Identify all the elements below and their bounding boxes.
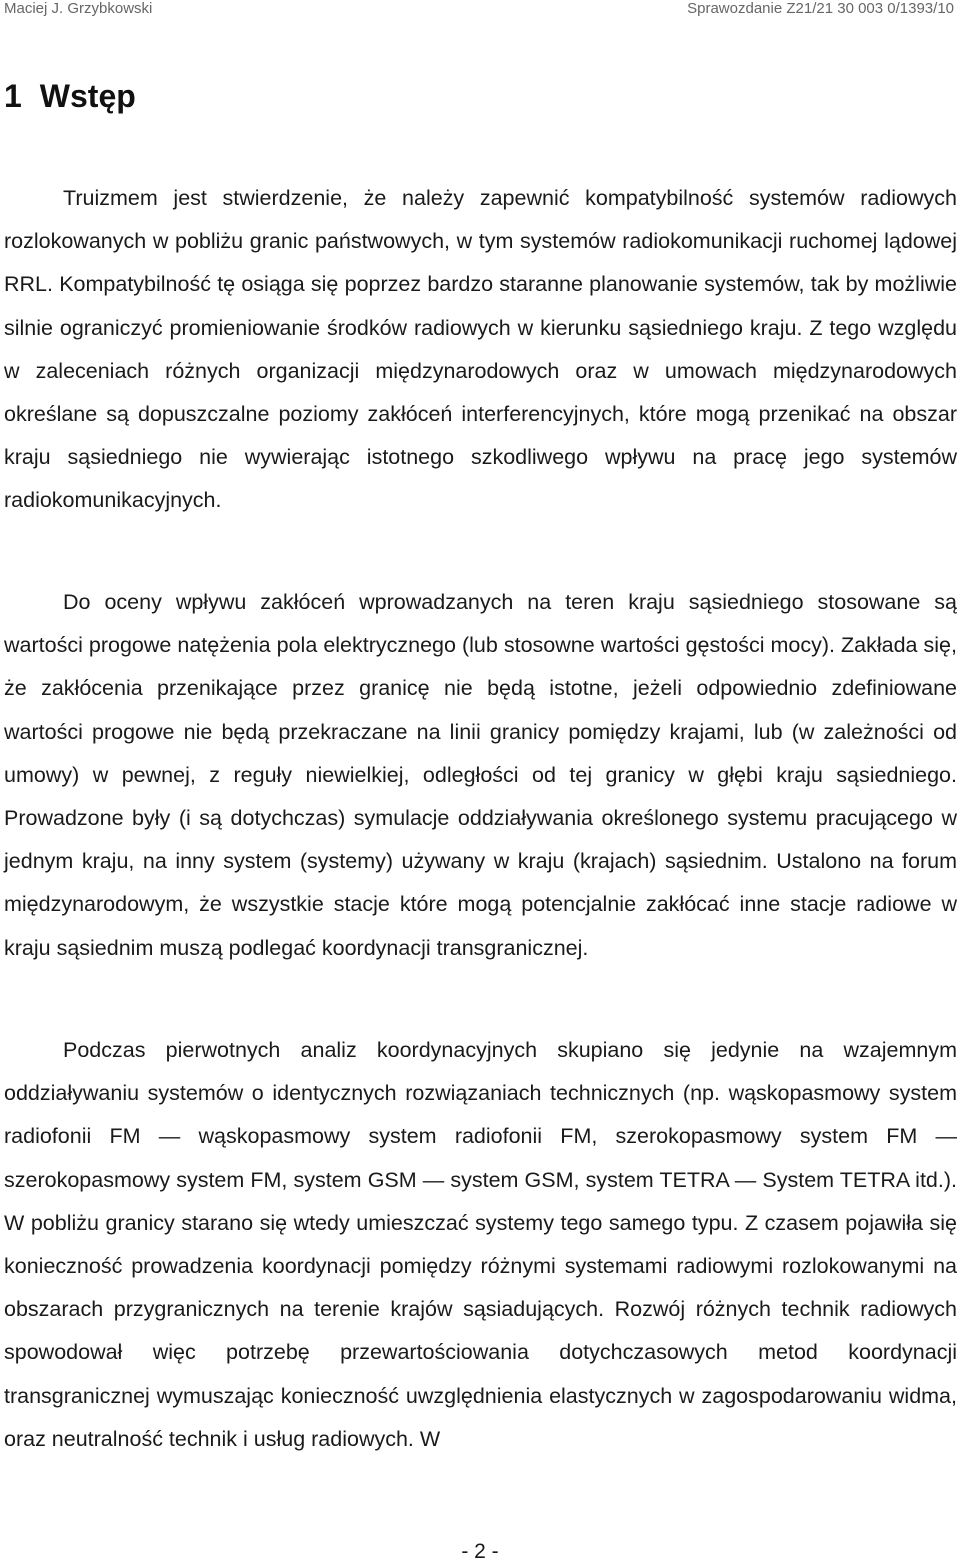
section-number: 1 <box>4 78 22 114</box>
paragraph-2: Do oceny wpływu zakłóceń wprowadzanych na teren kraju sąsiedniego stosowane są wartości progowe natężenia pola elektrycznego (lub stosowne wartości gęstości mocy). Zakłada się, że zakłócenia przenikające przez granicę nie będą istotne, jeżeli odpowiednio zdefiniowane wartości progowe nie będą przekraczane na linii granicy pomiędzy krajami, lub (w zależności od umowy) w pewnej, z reguły niewielkiej, odległości od tej granicy w głębi kraju sąsiedniego. Prowadzone były (i są dotychczas) symulacje oddziaływania określonego systemu pracującego w jednym kraju, na inny system (systemy) używany w kraju (krajach) sąsiednim. Ustalono na forum międzynarodowym, że wszystkie stacje które mogą potencjalnie zakłócać inne stacje radiowe w kraju sąsiednim muszą podlegać koordynacji transgranicznej. <box>4 590 957 960</box>
paragraph-1: Truizmem jest stwierdzenie, że należy zapewnić kompatybilność systemów radiowych rozlokowanych w pobliżu granic państwowych, w tym systemów radiokomunikacji ruchomej lądowej RRL. Kompatybilność tę osiąga się poprzez bardzo staranne planowanie systemów, tak by możliwie silnie ograniczyć promieniowanie środków radiowych w kierunku sąsiedniego kraju. Z tego względu w zaleceniach różnych organizacji międzynarodowych oraz w umowach międzynarodowych określane są dopuszczalne poziomy zakłóceń interferencyjnych, które mogą przenikać na obszar kraju sąsiedniego nie wywierając istotnego szkodliwego wpływu na pracę jego systemów radiokomunikacyjnych. <box>4 186 957 513</box>
section-heading <box>4 74 136 118</box>
page-number: - 2 - <box>461 1540 499 1563</box>
paragraph-3: Podczas pierwotnych analiz koordynacyjnych skupiano się jedynie na wzajemnym oddziaływaniu systemów o identycznych rozwiązaniach technicznych (np. wąskopasmowy system radiofonii FM — wąskopasmowy system radiofonii FM, szerokopasmowy system FM — szerokopasmowy system FM, system GSM — system GSM, system TETRA — System TETRA itd.). W pobliżu granicy starano się wtedy umieszczać systemy tego samego typu. Z czasem pojawiła się konieczność prowadzenia koordynacji pomiędzy różnymi systemami radiowymi rozlokowanymi na obszarach przygranicznych na terenie krajów sąsiadujących. Rozwój różnych technik radiowych spowodował więc potrzebę przewartościowania dotychczasowych metod koordynacji transgranicznej wymuszając konieczność uwzględnienia elastycznych w zagospodarowaniu widma, oraz neutralność technik i usług radiowych. W <box>4 1038 957 1451</box>
header-author: Maciej J. Grzybkowski <box>4 0 153 17</box>
section-title: Wstęp <box>39 78 136 114</box>
header-report-id: Sprawozdanie Z21/21 30 003 0/1393/10 <box>687 0 954 17</box>
running-header <box>4 0 954 18</box>
